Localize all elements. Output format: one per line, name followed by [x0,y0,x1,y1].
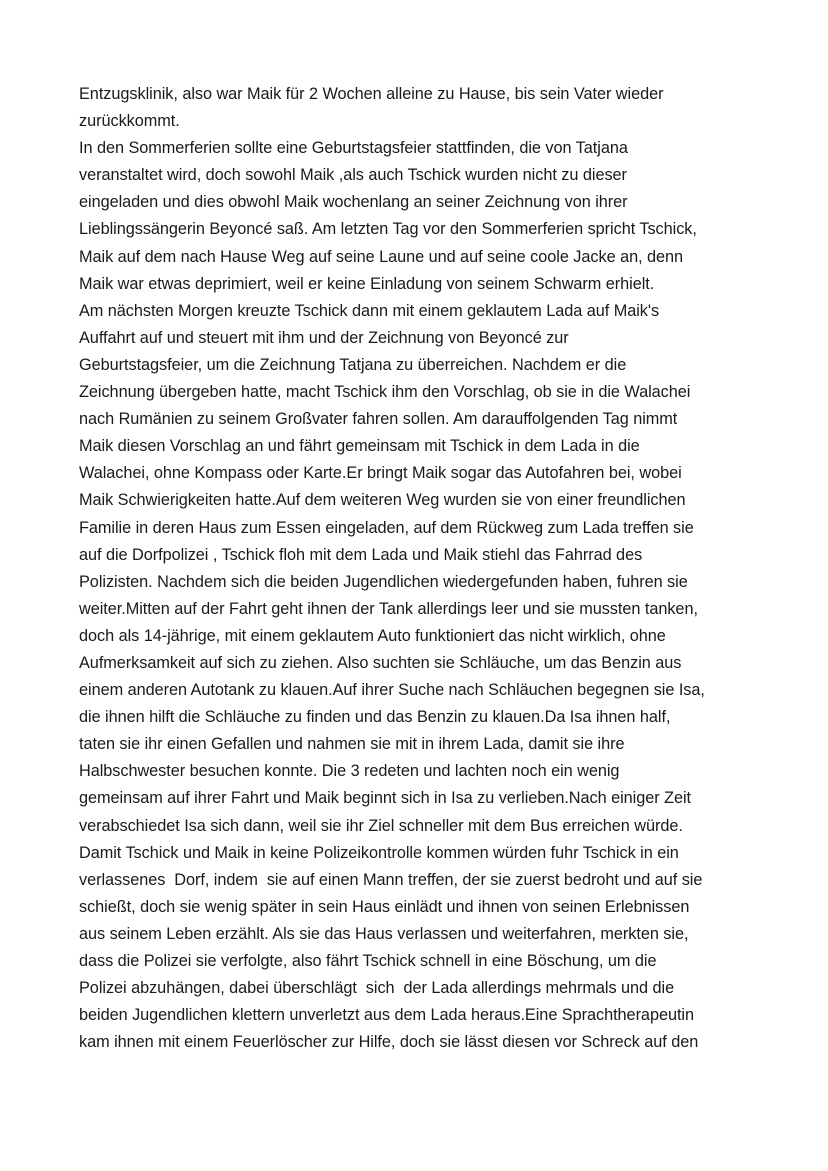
text-line: Maik auf dem nach Hause Weg auf seine Laune und auf seine coole Jacke an, denn [79,247,684,266]
text-line: nach Rumänien zu seinem Großvater fahren sollen. Am darauffolgenden Tag nimmt [79,410,678,429]
text-line: weiter.Mitten auf der Fahrt geht ihnen der Tank allerdings leer und sie mussten tanken, [79,599,698,618]
text-line: Geburtstagsfeier, um die Zeichnung Tatjana zu überreichen. Nachdem er die [79,355,627,374]
text-line: Lieblingssängerin Beyoncé saß. Am letzten Tag vor den Sommerferien spricht Tschick, [79,220,697,239]
text-line: Familie in deren Haus zum Essen eingeladen, auf dem Rückweg zum Lada treffen sie [79,518,694,537]
text-line: Walachei, ohne Kompass oder Karte.Er bringt Maik sogar das Autofahren bei, wobei [79,464,682,483]
text-line: taten sie ihr einen Gefallen und nahmen sie mit in ihrem Lada, damit sie ihre [79,735,625,754]
text-line: einem anderen Autotank zu klauen.Auf ihrer Suche nach Schläuchen begegnen sie Isa, [79,681,705,700]
text-line: Maik war etwas deprimiert, weil er keine Einladung von seinem Schwarm erhielt. [79,274,655,293]
text-line: verlassenes Dorf, indem sie auf einen Mann treffen, der sie zuerst bedroht und auf sie [79,870,703,889]
text-line: Maik Schwierigkeiten hatte.Auf dem weiteren Weg wurden sie von einer freundlichen [79,491,686,510]
text-line: gemeinsam auf ihrer Fahrt und Maik beginnt sich in Isa zu verlieben.Nach einiger Zeit [79,789,692,808]
text-line: Zeichnung übergeben hatte, macht Tschick ihm den Vorschlag, ob sie in die Walachei [79,383,691,402]
text-line: auf die Dorfpolizei , Tschick floh mit dem Lada und Maik stiehl das Fahrrad des [79,545,643,564]
text-line: veranstaltet wird, doch sowohl Maik ,als auch Tschick wurden nicht zu dieser [79,166,627,185]
text-line: kam ihnen mit einem Feuerlöscher zur Hilfe, doch sie lässt diesen vor Schreck auf den [79,1033,699,1052]
body-text [79,81,759,1056]
text-line: Am nächsten Morgen kreuzte Tschick dann mit einem geklautem Lada auf Maik's [79,301,660,320]
text-line: aus seinem Leben erzählt. Als sie das Haus verlassen und weiterfahren, merkten sie, [79,924,689,943]
text-line: In den Sommerferien sollte eine Geburtstagsfeier stattfinden, die von Tatjana [79,139,628,158]
text-line: Auffahrt auf und steuert mit ihm und der Zeichnung von Beyoncé zur [79,328,569,347]
text-line: Damit Tschick und Maik in keine Polizeikontrolle kommen würden fuhr Tschick in ein [79,843,679,862]
text-line: eingeladen und dies obwohl Maik wochenlang an seiner Zeichnung von ihrer [79,193,628,212]
text-line: die ihnen hilft die Schläuche zu finden und das Benzin zu klauen.Da Isa ihnen half, [79,708,671,727]
text-line: dass die Polizei sie verfolgte, also fährt Tschick schnell in eine Böschung, um die [79,952,657,970]
text-line: zurückkommt. [79,112,180,131]
text-line: Halbschwester besuchen konnte. Die 3 redeten und lachten noch ein wenig [79,762,620,781]
text-line: Aufmerksamkeit auf sich zu ziehen. Also suchten sie Schläuche, um das Benzin aus [79,653,682,672]
text-line: Polizei abzuhängen, dabei überschlägt sich der Lada allerdings mehrmals und die [79,979,675,998]
text-line: Polizisten. Nachdem sich die beiden Jugendlichen wiedergefunden haben, fuhren sie [79,572,688,591]
text-line: doch als 14-jährige, mit einem geklautem Auto funktioniert das nicht wirklich, ohne [79,626,666,645]
text-line: Maik diesen Vorschlag an und fährt gemeinsam mit Tschick in dem Lada in die [79,437,640,456]
text-line: beiden Jugendlichen klettern unverletzt aus dem Lada heraus.Eine Sprachtherapeutin [79,1006,695,1025]
text-line: schießt, doch sie wenig später in sein Haus einlädt und ihnen von seinen Erlebnissen [79,897,690,916]
text-line: Entzugsklinik, also war Maik für 2 Wochen alleine zu Hause, bis sein Vater wieder [79,85,664,103]
text-line: verabschiedet Isa sich dann, weil sie ihr Ziel schneller mit dem Bus erreichen würde. [79,816,683,835]
